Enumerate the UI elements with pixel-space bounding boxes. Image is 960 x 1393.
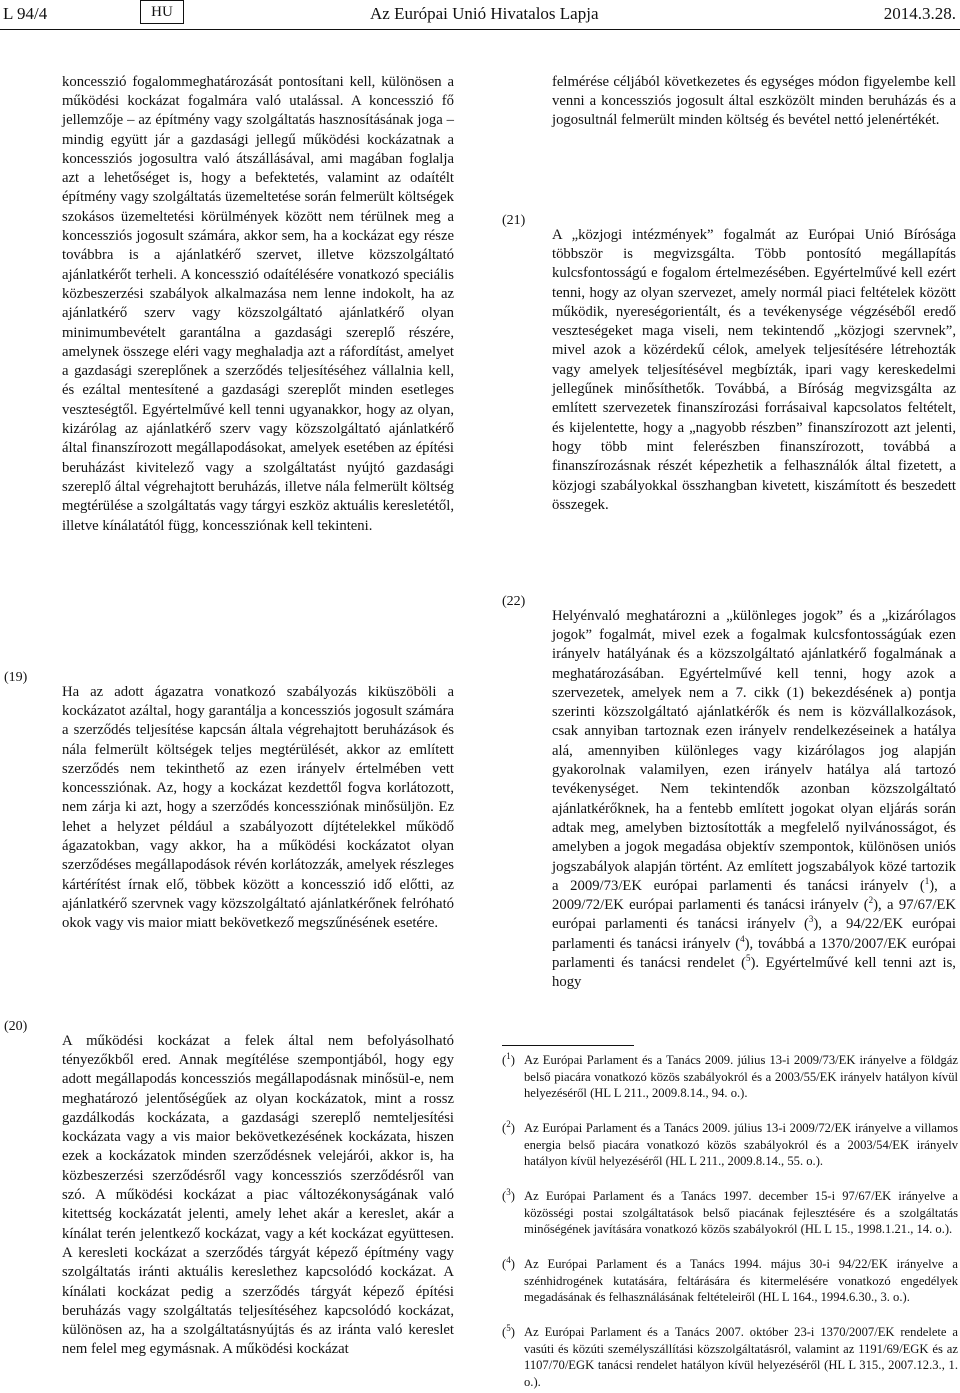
footnote-mark: ($^5$) xyxy=(502,1322,515,1339)
journal-header xyxy=(0,0,960,30)
footnote-text: Az Európai Parlament és a Tanács 2007. október 23-i 1370/2007/EK rendelete a vasúti és közúti személyszállítási közszolgáltatásról, valamint az 1191/69/EGK és az 1107/70/EGK tanácsi rendelet hatályon kívül helyezéséről (HL L 315., 2007.12.3., 1. o.). xyxy=(524,1325,958,1389)
recital-number-20: (20) xyxy=(4,1019,28,1034)
paragraph-text: Ha az adott ágazatra vonatkozó szabályozás kiküszöböli a kockázatot azáltal, hogy garantálja a koncessziós jogosult számára a szerződés teljesítése kapcsán általa végrehajtott beruházások és nála felmerült költségek teljes megtérülését, akkor az említett szerződés nem tekinthető az ezen irányelv értelmében vett koncessziónak. Az, hogy a kockázat kezdettől fogva korlátozott, nem zárja ki azt, hogy a szerződés koncessziónak minősüljön. Ez lehet a helyzet például a szabályozott díjtételekkel működő ágazatokban, vagy akkor, ha a működési kockázatot olyan szerződéses megállapodások révén korlátozzák, amelyek részleges kártérítést írnak elő, többek között a koncesszió idő előtti, az ajánlatkérő szervnek vagy közszolgáltató ajánlatkérőnek felróható okok vagy vis maior miatt bekövetkező megszűnésének esetére. xyxy=(62,683,454,932)
text-run: ), a 94/22/EK európai parlamenti és tanácsi irányelv ( xyxy=(552,916,956,952)
recital-number-22: (22) xyxy=(502,594,526,609)
footnote-number: 4 xyxy=(506,1254,511,1265)
publication-date: 2014.3.28. xyxy=(883,4,956,23)
recital-21 xyxy=(552,211,956,530)
paragraph-text xyxy=(552,607,956,993)
footnote-mark: ($^2$) xyxy=(502,1118,515,1135)
footnote-ref-5[interactable]: 5 xyxy=(746,953,751,964)
header-rule xyxy=(0,29,960,30)
text-run: ), a 97/67/EK európai parlamenti és tanácsi irányelv ( xyxy=(552,897,956,933)
language-badge: HU xyxy=(140,0,184,24)
right-continuation-paragraph xyxy=(552,58,956,145)
footnote-text: Az Európai Parlament és a Tanács 2009. július 13-i 2009/73/EK irányelve a földgáz belső piacára vonatkozó közös szabályokról és a 2003/55/EK irányelv hatályon kívül helyezéséről (HL L 211., 2009.8.14., 94. o.). xyxy=(524,1053,958,1101)
recital-22 xyxy=(552,592,956,1007)
footnote-number: 1 xyxy=(506,1050,511,1061)
recital-number-19: (19) xyxy=(4,670,28,685)
footnote-text: Az Európai Parlament és a Tanács 2009. július 13-i 2009/72/EK irányelve a villamos energia belső piacára vonatkozó közös szabályokról és a 2003/54/EK irányelv hatályon kívül helyezéséről (HL L 211., 2009.8.14., 55. o.). xyxy=(524,1121,958,1169)
footnote-number: 5 xyxy=(506,1322,511,1333)
footnote-number: 2 xyxy=(506,1118,511,1129)
footnote-rule xyxy=(502,1045,634,1046)
paragraph-text: A működési kockázat a felek által nem befolyásolható tényezőkből ered. Annak megítélése szempontjából, hogy egy adott megállapodás koncessziós megállapodásnak minősül-e, nem meghatározó jelentőségűek az olyan kockázatok, mint a rossz gazdálkodás kockázata, a gazdasági szereplő nemteljesítési kockázata vagy a vis maior bekövetkezésének kockázata, hiszen ezek a kockázatok minden szerződésnek velejárói, akkor is, ha közbeszerzési szerződésről vagy koncessziós szerződésről van szó. A működési kockázat a piac változékonyságának való kitettség kockázatát jelenti, amely lehet akár a kereslet, akár a kínálat terén jelentkező kockázat, vagy a két kockázat együttesen. A keresleti kockázat a szerződés tárgyát képező építmény vagy szolgáltatás iránti aktuális kereslethez kapcsolódó kockázat. A kínálati kockázat pedig a szerződés tárgyát képező építési beruházás vagy szolgáltatás teljesítéséhez kapcsolódó kockázat, különösen az, ha a szolgáltatásnyújtás és az iránta való kereslet nem felel meg egymásnak. A működési kockázat xyxy=(62,1032,454,1358)
footnote-ref-3[interactable]: 3 xyxy=(808,914,814,925)
text-run: ), a 2009/72/EK európai parlamenti és tanácsi irányelv ( xyxy=(552,877,956,914)
page-reference: L 94/4 xyxy=(3,4,48,23)
footnote-mark: ($^1$) xyxy=(502,1050,515,1067)
paragraph-text: koncesszió fogalommeghatározását pontosítani kell, különösen a működési kockázat fogalmára való utalással. A koncesszió fő jellemzője – az építmény vagy szolgáltatás hasznosításának joga – mindig együtt jár a gazdasági jellegű működési kockázatnak a koncessziós jogosultra való átszállásával, ami magában foglalja azt a lehetőséget is, hogy a befektetés, valamint az odaítélt építmény vagy szolgáltatás üzemeltetése során felmerült költségek szokásos üzemeltetési körülmények között nem térülnek meg a koncessziós jogosult számára, akkor sem, ha a kockázat egy része továbbra is a ajánlatkérő szervet, illetve közszolgáltató ajánlatkérőt terheli. A koncesszió odaítélésére vonatkozó speciális közbeszerzési szabályok alkalmazása nem lenne indokolt, ha az ajánlatkérő szerv vagy közszolgáltató ajánlatkérő olyan minimumbevételt garantálna a gazdasági szereplő részére, amelynek összege eléri vagy meghaladja azt a ráfordítást, amelyet a gazdasági szereplőnek a szerződés teljesítéséhez vállalnia kell, és ezáltal mentesítené a gazdasági szereplőt minden esetleges veszteségtől. Egyértelművé kell tenni ugyanakkor, hogy az olyan, kizárólag az ajánlatkérő szerv vagy közszolgáltató ajánlatkérő által finanszírozott megállapodásokat, amelyek esetében az építési beruházást kivitelező vagy a szolgáltatást nyújtó gazdasági szereplő által végrehajtott beruházás, illetve nála felmerült költség megtérülése a szolgáltatás vagy tárgyi eszköz aktuális keresletétől, illetve kínálatától függ, koncessziónak kell tekinteni. xyxy=(62,73,454,534)
text-run: ), továbbá a 1370/2007/EK európai parlamenti és tanácsi rendelet ( xyxy=(552,935,956,972)
paragraph-text: A „közjogi intézmények” fogalmát az Európai Unió Bírósága többször is megvizsgálta. Több pontosító megállapítás kulcsfontosságú e fogalom értelmezésében. Egyértelművé kell ezért tenni, hogy az olyan szervezet, amely normál piaci feltételek között működik, nyereségorientált, és a tevékenysége végzéséből eredő veszteségeket maga viseli, nem tekintendő „közjogi szervnek”, mivel azok a közérdekű célok, amelyek teljesítésére létrehozták vagy amelyek teljesítésével megbízták, ipari vagy kereskedelmi jellegűnek minősíthetők. Továbbá, a Bíróság megvizsgálta az említett szervezetek finanszírozási forrásaival kapcsolatos feltételt, és kijelentette, hogy a „nagyobb részben” finanszírozott azt jelenti, hogy több mint felerészben finanszírozott, továbbá a finanszírozásnak részét képezhetik a felhasználók által fizetett, a közjogi szabályokkal összhangban kivetett, kiszámított és beszedett összegek. xyxy=(552,226,956,513)
left-continuation-paragraph xyxy=(62,58,454,551)
paragraph-text: felmérése céljából következetes és egységes módon figyelembe kell venni a koncessziós jogosult által eszközölt minden beruházás és a jogosultnál felmerült minden költség és bevétel nettó jelenértékét. xyxy=(552,73,956,129)
footnote-ref-4[interactable]: 4 xyxy=(740,933,745,944)
recital-number-21: (21) xyxy=(502,213,526,228)
footnote-ref-1[interactable]: 1 xyxy=(924,875,930,886)
recital-20 xyxy=(62,1017,454,1374)
text-run: Helyénvaló meghatározni a „különleges jogok” és a „kizárólagos jogok” fogalmát, mivel ezek a fogalmak kulcsfontosságúak ezen irányelv hatályának és a közszolgáltató ajánlatkérő fogalmának a meghatározásában. Egyértelművé kell tenni, hogy azok a szervezetek, amelyek nem a 7. cikk (1) bekezdésének a) pontja szerinti közszolgáltató ajánlatkérők és nem is közvállalkozások, csak annyiban tartoznak ezen irányelv rendelkezéseinek a hatálya alá, amennyiben különleges vagy kizárólagos jog alapján gyakorolnak valamilyen, ezen irányelv hatálya alá tartozó tevékenységet. Nem tekintendők azonban közszolgáltató ajánlatkérőknek, ha a fentebb említett jogokat olyan eljárás során adtak meg, amelyben biztosították a megfelelő nyilvánosságot, és amelyben a jogok megadása objektív szempontok, különösen uniós jogszabályok alapján történt. Az említett jogszabályok közé tartozik a 2009/73/EK európai parlamenti és tanácsi irányelv ( xyxy=(552,607,956,894)
footnote-text: Az Európai Parlament és a Tanács 1994. május 30-i 94/22/EK irányelve a szénhidrogének kutatására, feltárására és kitermelésére vonatkozó engedélyek megadásának és felhasználásának feltételeiről (HL L 164., 1994.6.30., 3. o.). xyxy=(524,1257,958,1305)
footnote-number: 3 xyxy=(506,1186,511,1197)
journal-title: Az Európai Unió Hivatalos Lapja xyxy=(370,4,599,23)
footnote-text: Az Európai Parlament és a Tanács 1997. december 15-i 97/67/EK irányelve a közösségi postai szolgáltatások belső piacának fejlesztésére és a szolgáltatás minőségének javítására vonatkozó közös szabályokról (HL L 15., 1998.1.21., 14. o.). xyxy=(524,1189,958,1237)
text-run: ). Egyértelművé kell tenni azt is, hogy xyxy=(552,955,956,991)
recital-19 xyxy=(62,668,454,948)
footnote-mark: ($^3$) xyxy=(502,1186,515,1203)
footnote-ref-2[interactable]: 2 xyxy=(868,895,874,906)
footnote-mark: ($^4$) xyxy=(502,1254,515,1271)
